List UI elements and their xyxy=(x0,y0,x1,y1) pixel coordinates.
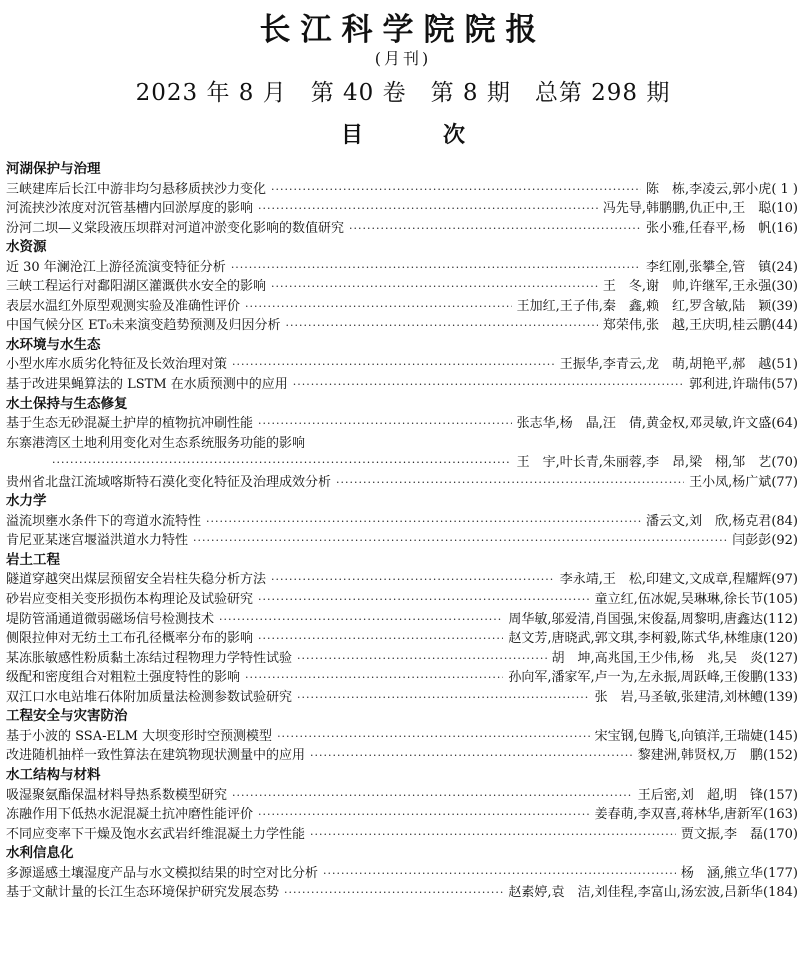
dot-leader xyxy=(52,453,511,473)
article-authors: 王后密,刘 超,明 锋 xyxy=(637,787,764,803)
toc-entry[interactable] xyxy=(6,434,798,454)
page-number: (64) xyxy=(771,416,798,432)
toc-entry[interactable] xyxy=(6,512,798,532)
toc-entry[interactable] xyxy=(6,277,798,297)
article-authors: 郭利进,许瑞伟 xyxy=(689,377,772,393)
toc-entry[interactable] xyxy=(6,199,798,219)
page-number: (163) xyxy=(763,807,798,823)
dot-leader xyxy=(271,180,641,200)
article-title: 贵州省北盘江流域喀斯特石漠化变化特征及治理成效分析 xyxy=(6,474,332,490)
toc-entry[interactable] xyxy=(6,668,798,688)
article-title: 中国气候分区 ET₀未来演变趋势预测及归因分析 xyxy=(6,318,281,334)
article-title: 吸湿聚氨酯保温材料导热系数模型研究 xyxy=(6,787,228,803)
dot-leader xyxy=(193,531,727,551)
toc-entry[interactable] xyxy=(6,825,798,845)
page-number: (152) xyxy=(763,748,798,764)
page-number: (57) xyxy=(771,377,798,393)
article-title: 砂岩应变相关变形损伤本构理论及试验研究 xyxy=(6,592,254,608)
article-authors: 黎建洲,韩贤权,万 鹏 xyxy=(637,748,764,764)
dot-leader xyxy=(336,473,684,493)
section-heading: 工程安全与灾害防治 xyxy=(6,708,128,725)
article-title: 近 30 年澜沧江上游径流演变特征分析 xyxy=(6,259,226,275)
contents-heading: 目次 xyxy=(340,123,545,148)
article-authors: 贾文振,李 磊 xyxy=(680,826,764,842)
toc-entry[interactable] xyxy=(6,629,798,649)
page-number: (170) xyxy=(763,826,798,842)
dot-leader xyxy=(286,316,598,336)
article-authors: 张志华,杨 晶,汪 倩,黄金权,邓灵敏,许文盛 xyxy=(516,416,772,432)
page-number: (16) xyxy=(771,220,798,236)
toc-entry[interactable] xyxy=(6,746,798,766)
article-authors: 王 宇,叶长青,朱丽蓉,李 昂,梁 栩,邹 艺 xyxy=(516,455,772,471)
article-authors: 李红刚,张攀全,管 镇 xyxy=(646,259,772,275)
page-number: (97) xyxy=(771,572,798,588)
toc-entry[interactable] xyxy=(6,258,798,278)
article-authors: 胡 坤,高兆国,王少伟,杨 兆,吴 炎 xyxy=(551,650,764,666)
page-number: (10) xyxy=(771,201,798,217)
article-authors: 宋宝钢,包腾飞,向镇洋,王瑞婕 xyxy=(594,728,764,744)
toc-entry[interactable] xyxy=(6,180,798,200)
dot-leader xyxy=(323,864,676,884)
toc-entry[interactable] xyxy=(6,531,798,551)
article-title: 河流挟沙浓度对沉管基槽内回淤厚度的影响 xyxy=(6,201,254,217)
page-number: (177) xyxy=(763,865,798,881)
article-authors: 王振华,李青云,龙 萌,胡艳平,郝 越 xyxy=(559,357,772,373)
toc-entry[interactable] xyxy=(6,649,798,669)
page-number: (112) xyxy=(763,611,798,627)
toc-entry[interactable] xyxy=(6,316,798,336)
dot-leader xyxy=(231,258,641,278)
toc-entry[interactable] xyxy=(6,610,798,630)
page-number: (39) xyxy=(771,298,798,314)
article-title: 表层水温红外原型观测实验及准确性评价 xyxy=(6,298,241,314)
article-title: 肯尼亚某迷宫堰溢洪道水力特性 xyxy=(6,533,189,549)
article-title: 三峡建库后长江中游非均匀悬移质挟沙力变化 xyxy=(6,181,267,197)
dot-leader xyxy=(297,649,546,669)
section-heading: 水工结构与材料 xyxy=(6,766,101,783)
dot-leader xyxy=(232,786,633,806)
dot-leader xyxy=(293,375,684,395)
toc-entry[interactable] xyxy=(6,414,798,434)
page-number: (24) xyxy=(771,259,798,275)
dot-leader xyxy=(206,512,641,532)
article-title: 不同应变率下干燥及饱水玄武岩纤维混凝土力学性能 xyxy=(6,826,306,842)
article-authors: 张 岩,马圣敏,张建清,刘林鳢 xyxy=(594,689,764,705)
page-number: ( 1 ) xyxy=(771,181,798,197)
dot-leader xyxy=(277,727,590,747)
section-heading: 河湖保护与治理 xyxy=(6,161,101,177)
article-title: 基于小波的 SSA-ELM 大坝变形时空预测模型 xyxy=(6,728,273,744)
dot-leader xyxy=(258,629,503,649)
page-number: (84) xyxy=(771,513,798,529)
toc-entry[interactable] xyxy=(6,805,798,825)
article-authors: 潘云文,刘 欣,杨克君 xyxy=(646,513,772,529)
dot-leader xyxy=(245,668,503,688)
toc-entry[interactable] xyxy=(6,219,798,239)
article-authors: 赵文芳,唐晓武,郭文琪,李柯毅,陈式华,林维康 xyxy=(508,631,764,647)
article-title: 基于文献计量的长江生态环境保护研究发展态势 xyxy=(6,885,280,901)
article-title: 堤防管涌通道微弱磁场信号检测技术 xyxy=(6,611,215,627)
toc-entry[interactable] xyxy=(6,864,798,884)
article-title: 双江口水电站堆石体附加质量法检测参数试验研究 xyxy=(6,689,293,705)
article-title: 级配和密度组合对粗粒土强度特性的影响 xyxy=(6,670,241,686)
page-number: (139) xyxy=(763,689,798,705)
toc-entry[interactable] xyxy=(6,375,798,395)
article-title: 小型水库水质劣化特征及长效治理对策 xyxy=(6,357,228,373)
dot-leader xyxy=(245,297,512,317)
article-authors: 童立红,伍冰妮,吴琳琳,徐长节 xyxy=(594,592,764,608)
section-heading: 岩土工程 xyxy=(6,551,60,568)
page-number: (184) xyxy=(763,885,798,901)
page-number: (44) xyxy=(771,318,798,334)
page-number: (51) xyxy=(771,357,798,373)
article-title: 某冻胀敏感性粉质黏土冻结过程物理力学特性试验 xyxy=(6,650,293,666)
article-authors: 王加红,王子伟,秦 鑫,赖 红,罗含敏,陆 颖 xyxy=(516,298,772,314)
article-title: 侧限拉伸对无纺土工布孔径概率分布的影响 xyxy=(6,631,254,647)
article-title: 三峡工程运行对鄱阳湖区灌溉供水安全的影响 xyxy=(6,279,267,295)
dot-leader xyxy=(297,688,590,708)
toc-entry[interactable] xyxy=(6,297,798,317)
page-number: (30) xyxy=(771,279,798,295)
toc-entry[interactable] xyxy=(6,883,798,903)
article-title: 多源遥感土壤湿度产品与水文模拟结果的时空对比分析 xyxy=(6,865,319,881)
article-authors: 杨 涵,熊立华 xyxy=(680,865,764,881)
section-heading: 水利信息化 xyxy=(6,845,74,862)
dot-leader xyxy=(271,277,598,297)
article-authors: 王 冬,谢 帅,许继军,王永强 xyxy=(602,279,772,295)
journal-subtitle: (月刊) xyxy=(374,49,432,68)
article-title: 汾河二坝—义棠段液压坝群对河道冲淤变化影响的数值研究 xyxy=(6,220,345,236)
article-authors: 孙向军,潘家军,卢一为,左永振,周跃峰,王俊鹏 xyxy=(508,670,764,686)
section-heading: 水土保持与生态修复 xyxy=(6,395,128,412)
section-heading: 水资源 xyxy=(6,239,47,256)
page-number: (133) xyxy=(763,670,798,686)
page-number: (120) xyxy=(763,631,798,647)
dot-leader xyxy=(310,825,676,845)
dot-leader xyxy=(258,590,590,610)
article-authors: 周华敏,邬爱清,肖国强,宋俊磊,周黎明,唐鑫达 xyxy=(508,611,764,627)
dot-leader xyxy=(232,355,555,375)
article-title: 冻融作用下低热水泥混凝土抗冲磨性能评价 xyxy=(6,807,254,823)
article-authors: 冯先导,韩鹏鹏,仇正中,王 聪 xyxy=(602,201,772,217)
toc-entry[interactable] xyxy=(6,786,798,806)
dot-leader xyxy=(258,805,590,825)
toc-entry[interactable] xyxy=(6,590,798,610)
section-heading: 水力学 xyxy=(6,493,47,510)
table-of-contents xyxy=(6,160,798,903)
article-authors: 王小凤,杨广斌 xyxy=(689,474,772,490)
article-title: 基于生态无砂混凝土护岸的植物抗冲刷性能 xyxy=(6,416,254,432)
page-number: (70) xyxy=(771,455,798,471)
article-authors: 陈 栋,李凌云,郭小虎 xyxy=(646,181,772,197)
page-number: (157) xyxy=(763,787,798,803)
page-number: (92) xyxy=(771,533,798,549)
page-number: (105) xyxy=(763,592,798,608)
dot-leader xyxy=(349,219,641,239)
dot-leader xyxy=(219,610,503,630)
article-authors: 郑荣伟,张 越,王庆明,桂云鹏 xyxy=(602,318,772,334)
dot-leader xyxy=(258,199,598,219)
article-title: 东寨港湾区土地利用变化对生态系统服务功能的影响 xyxy=(6,435,306,451)
page-number: (145) xyxy=(763,728,798,744)
article-authors: 姜春萌,李双喜,蒋林华,唐新军 xyxy=(594,807,764,823)
article-title: 改进随机抽样一致性算法在建筑物现状测量中的应用 xyxy=(6,748,306,764)
article-authors: 闫彭彭 xyxy=(732,533,772,549)
journal-title: 长江科学院院报 xyxy=(259,12,547,48)
dot-leader xyxy=(258,414,512,434)
toc-entry[interactable] xyxy=(6,688,798,708)
toc-entry[interactable] xyxy=(6,727,798,747)
article-authors: 赵素婷,袁 洁,刘佳程,李富山,汤宏波,吕新华 xyxy=(508,885,764,901)
page-number: (77) xyxy=(771,474,798,490)
article-title: 基于改进果蝇算法的 LSTM 在水质预测中的应用 xyxy=(6,377,288,393)
article-authors: 张小雅,任春平,杨 帆 xyxy=(646,220,772,236)
article-authors: 李永靖,王 松,印建文,文成章,程耀辉 xyxy=(559,572,772,588)
issue-line: 2023 年 8 月 第 40 卷 第 8 期 总第 298 期 xyxy=(135,80,671,106)
dot-leader xyxy=(271,570,555,590)
dot-leader xyxy=(310,746,633,766)
dot-leader xyxy=(284,883,503,903)
toc-entry[interactable] xyxy=(6,355,798,375)
toc-entry[interactable] xyxy=(6,473,798,493)
article-title: 溢流坝壅水条件下的弯道水流特性 xyxy=(6,513,202,529)
toc-entry[interactable] xyxy=(6,570,798,590)
toc-entry-continuation[interactable] xyxy=(6,453,798,473)
section-heading: 水环境与水生态 xyxy=(6,336,101,353)
page-number: (127) xyxy=(763,650,798,666)
article-title: 隧道穿越突出煤层预留安全岩柱失稳分析方法 xyxy=(6,572,267,588)
